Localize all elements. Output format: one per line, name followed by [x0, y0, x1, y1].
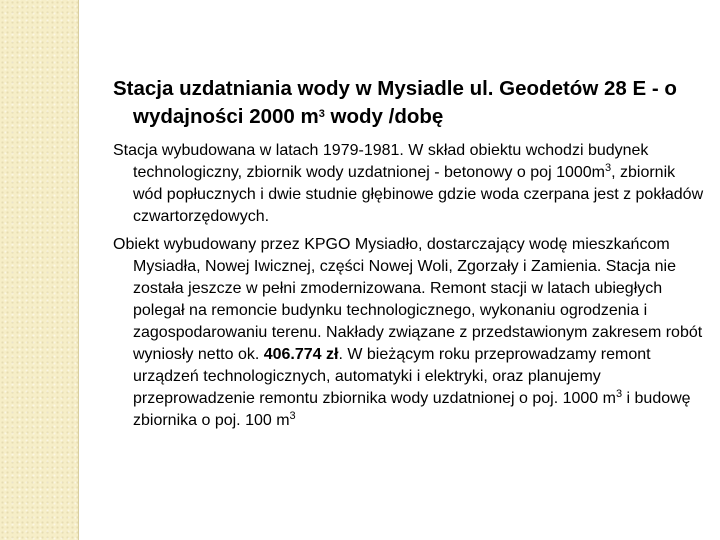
paragraph2-superscript-2: 3 — [289, 410, 296, 422]
slide-body — [113, 140, 707, 438]
paragraph1-text-b: , zbiornik wód popłucznych i dwie studnie głębinowe gdzie woda czerpana jest z pokładów czwartorzędowych. — [133, 164, 704, 225]
cost-amount: 406.774 zł — [263, 346, 339, 363]
paragraph1-superscript: 3 — [604, 162, 612, 174]
decorative-side-band — [0, 0, 79, 540]
paragraph1-text-a: Stacja wybudowana w latach 1979-1981. W skład obiektu wchodzi budynek technologiczny, zbiornik wody uzdatnionej - betonowy o poj 1000m — [113, 142, 649, 181]
title-text-end: wody /dobę — [324, 105, 444, 128]
paragraph2-text-a: Obiekt wybudowany przez KPGO Mysiadło, dostarczający wodę mieszkańcom Mysiadła, Nowej Iwicznej, części Nowej Woli, Zgorzały i Zamienia. Stacja nie została jeszcze w pełni zmodernizowana. Remont stacji w latach ubiegłych polegał na remoncie budynku technologicznego, wykonaniu ogrodzenia i zagospodarowaniu terenu. Nakłady związane z przedstawionym zakresem robót wyniosły netto ok. — [113, 236, 703, 363]
paragraph2-text-c: i budowę zbiornika o poj. 100 m — [133, 390, 691, 429]
paragraph2-superscript-1: 3 — [615, 388, 623, 400]
paragraph-station-description — [113, 140, 707, 228]
title-text: Stacja uzdatniania wody w Mysiadle ul. Geodetów 28 E - o wydajności 2000 m — [113, 77, 677, 128]
slide-title — [113, 75, 720, 131]
title-superscript: 3 — [318, 108, 325, 120]
paragraph2-text-b: . W bieżącym roku przeprowadzamy remont urządzeń technologicznych, automatyki i elektryki, oraz planujemy przeprowadzenie remontu zbiornika wody uzdatnionej o poj. 1000 m — [133, 346, 651, 407]
paragraph-investment-description — [113, 234, 707, 432]
